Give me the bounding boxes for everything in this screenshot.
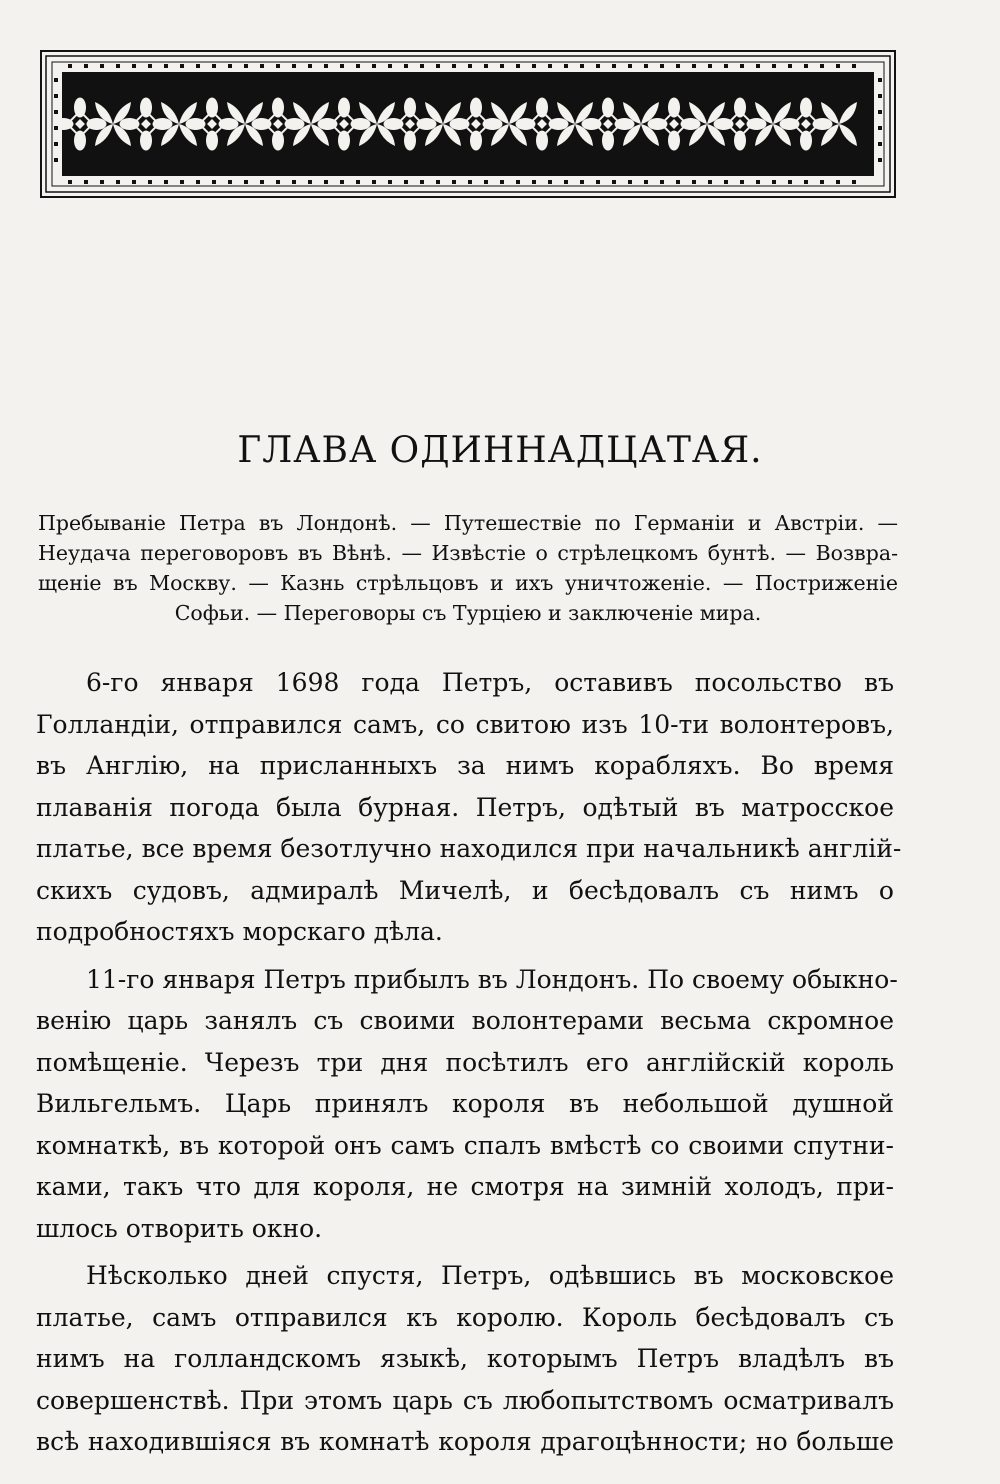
- border-dot: [612, 64, 616, 68]
- text-line: плаванія погода была бурная. Петръ, одѣтый въ матросское: [36, 792, 894, 822]
- text-line: скихъ судовъ, адмиралѣ Мичелѣ, и бесѣдовалъ съ нимъ о: [36, 875, 894, 905]
- paragraph: [36, 662, 902, 953]
- border-dot: [372, 180, 376, 184]
- border-dot: [276, 180, 280, 184]
- border-dot: [148, 64, 152, 68]
- paragraph: [36, 959, 898, 1250]
- text-line: платье, самъ отправился къ королю. Король бесѣдовалъ съ: [36, 1302, 894, 1332]
- border-dot: [878, 158, 882, 162]
- border-dot: [68, 64, 72, 68]
- border-dot: [836, 180, 840, 184]
- border-dot: [532, 64, 536, 68]
- border-dot: [468, 180, 472, 184]
- border-dot: [596, 64, 600, 68]
- summary-line: Неудача переговоровъ въ Вѣнѣ. — Извѣстіе о стрѣлецкомъ бунтѣ. — Возвра-: [38, 541, 898, 565]
- border-dot: [500, 64, 504, 68]
- border-dot: [468, 64, 472, 68]
- border-dot: [660, 64, 664, 68]
- border-dot: [804, 180, 808, 184]
- border-dot: [756, 64, 760, 68]
- border-dot: [596, 180, 600, 184]
- text-line: 6-го января 1698 года Петръ, оставивъ посольство въ: [86, 668, 894, 697]
- border-dot: [116, 64, 120, 68]
- border-dot: [548, 180, 552, 184]
- border-dot: [228, 180, 232, 184]
- border-dot: [436, 180, 440, 184]
- border-dot: [324, 64, 328, 68]
- border-dot: [212, 64, 216, 68]
- border-dot: [564, 180, 568, 184]
- border-dot: [68, 180, 72, 184]
- border-dot: [276, 64, 280, 68]
- border-dot: [84, 180, 88, 184]
- border-dot: [54, 158, 58, 162]
- border-dot: [756, 180, 760, 184]
- border-dot: [244, 64, 248, 68]
- border-dot: [820, 64, 824, 68]
- border-dot: [292, 180, 296, 184]
- border-dot: [740, 64, 744, 68]
- border-dot: [692, 180, 696, 184]
- border-dot: [484, 64, 488, 68]
- border-dot: [54, 126, 58, 130]
- border-dot: [878, 142, 882, 146]
- border-dot: [660, 180, 664, 184]
- border-dot: [804, 64, 808, 68]
- border-dot: [564, 64, 568, 68]
- border-dot: [54, 78, 58, 82]
- border-dot: [628, 180, 632, 184]
- border-dot: [132, 180, 136, 184]
- border-dot: [852, 180, 856, 184]
- border-dot: [196, 64, 200, 68]
- border-dot: [420, 180, 424, 184]
- border-dot: [132, 64, 136, 68]
- border-dot: [228, 64, 232, 68]
- border-dot: [772, 64, 776, 68]
- border-dot: [788, 180, 792, 184]
- border-dot: [820, 180, 824, 184]
- border-dot: [724, 180, 728, 184]
- border-dot: [676, 64, 680, 68]
- border-dot: [516, 180, 520, 184]
- border-dot: [54, 110, 58, 114]
- border-dot: [196, 180, 200, 184]
- text-line: платье, все время безотлучно находился при начальникѣ англій-: [36, 834, 902, 863]
- summary-line: Софьи. — Переговоры съ Турціею и заключеніе мира.: [174, 601, 762, 625]
- border-dot: [212, 180, 216, 184]
- border-dot: [148, 180, 152, 184]
- border-dot: [878, 94, 882, 98]
- border-dot: [500, 180, 504, 184]
- text-line: Вильгельмъ. Царь принялъ короля въ небольшой душной: [36, 1089, 894, 1118]
- border-dot: [644, 64, 648, 68]
- border-dot: [628, 64, 632, 68]
- border-dot: [356, 64, 360, 68]
- paragraph: [36, 1255, 894, 1463]
- border-dot: [54, 94, 58, 98]
- border-dot: [484, 180, 488, 184]
- text-line: комнаткѣ, въ которой онъ самъ спалъ вмѣстѣ со своими спутни-: [36, 1130, 894, 1160]
- border-dot: [740, 180, 744, 184]
- text-line: всѣ находившіяся въ комнатѣ короля драгоцѣнности; но больше: [36, 1427, 894, 1456]
- border-dot: [708, 180, 712, 184]
- border-dot: [878, 78, 882, 82]
- chapter-summary: [38, 508, 898, 628]
- text-line: венію царь занялъ съ своими волонтерами весьма скромное: [36, 1006, 894, 1035]
- text-line: ками, такъ что для короля, не смотря на зимній холодъ, при-: [36, 1172, 894, 1201]
- border-dot: [356, 180, 360, 184]
- border-dot: [260, 64, 264, 68]
- border-dot: [452, 180, 456, 184]
- border-dot: [420, 64, 424, 68]
- border-dot: [340, 180, 344, 184]
- border-dot: [180, 180, 184, 184]
- border-dot: [452, 64, 456, 68]
- border-dot: [244, 180, 248, 184]
- text-line: совершенствѣ. При этомъ царь съ любопытствомъ осматривалъ: [36, 1385, 894, 1415]
- border-dot: [308, 64, 312, 68]
- text-line: нимъ на голландскомъ языкѣ, которымъ Петръ владѣлъ въ: [36, 1344, 894, 1373]
- border-dot: [180, 64, 184, 68]
- border-dot: [644, 180, 648, 184]
- border-dot: [100, 64, 104, 68]
- text-line: подробностяхъ морскаго дѣла.: [36, 917, 443, 946]
- border-dot: [84, 64, 88, 68]
- border-dot: [836, 64, 840, 68]
- border-dot: [580, 64, 584, 68]
- border-dot: [388, 64, 392, 68]
- border-dot: [372, 64, 376, 68]
- border-dot: [54, 142, 58, 146]
- chapter-title: ГЛАВА ОДИННАДЦАТАЯ.: [237, 430, 763, 471]
- border-dot: [308, 180, 312, 184]
- border-dot: [772, 180, 776, 184]
- border-dot: [612, 180, 616, 184]
- border-dot: [164, 180, 168, 184]
- border-dot: [852, 64, 856, 68]
- text-line: шлось отворить окно.: [36, 1213, 323, 1243]
- border-dot: [340, 64, 344, 68]
- border-dot: [404, 180, 408, 184]
- border-dot: [580, 180, 584, 184]
- border-dot: [708, 64, 712, 68]
- border-dot: [676, 180, 680, 184]
- text-line: 11-го января Петръ прибылъ въ Лондонъ. По своему обыкно-: [86, 964, 898, 994]
- border-dot: [788, 64, 792, 68]
- text-line: въ Англію, на присланныхъ за нимъ корабляхъ. Во время: [36, 751, 894, 780]
- text-line: Голландіи, отправился самъ, со свитою изъ 10-ти волонтеровъ,: [36, 709, 894, 739]
- border-dot: [436, 64, 440, 68]
- border-dot: [100, 180, 104, 184]
- border-dot: [388, 180, 392, 184]
- border-dot: [878, 110, 882, 114]
- summary-line: Пребываніе Петра въ Лондонѣ. — Путешествіе по Германіи и Австріи. —: [38, 511, 898, 535]
- border-dot: [404, 64, 408, 68]
- border-dot: [878, 126, 882, 130]
- border-dot: [260, 180, 264, 184]
- border-dot: [292, 64, 296, 68]
- body-text: [36, 662, 902, 1469]
- border-dot: [724, 64, 728, 68]
- border-dot: [532, 180, 536, 184]
- border-dot: [548, 64, 552, 68]
- border-dot: [164, 64, 168, 68]
- border-dot: [116, 180, 120, 184]
- text-line: Нѣсколько дней спустя, Петръ, одѣвшись въ московское: [86, 1261, 894, 1290]
- border-dot: [692, 64, 696, 68]
- ornamental-headpiece: [40, 50, 896, 198]
- border-dot: [324, 180, 328, 184]
- text-line: помѣщеніе. Черезъ три дня посѣтилъ его англійскій король: [36, 1047, 894, 1077]
- summary-line: щеніе въ Москву. — Казнь стрѣльцовъ и ихъ уничтоженіе. — Постриженіе: [38, 571, 898, 595]
- border-dot: [516, 64, 520, 68]
